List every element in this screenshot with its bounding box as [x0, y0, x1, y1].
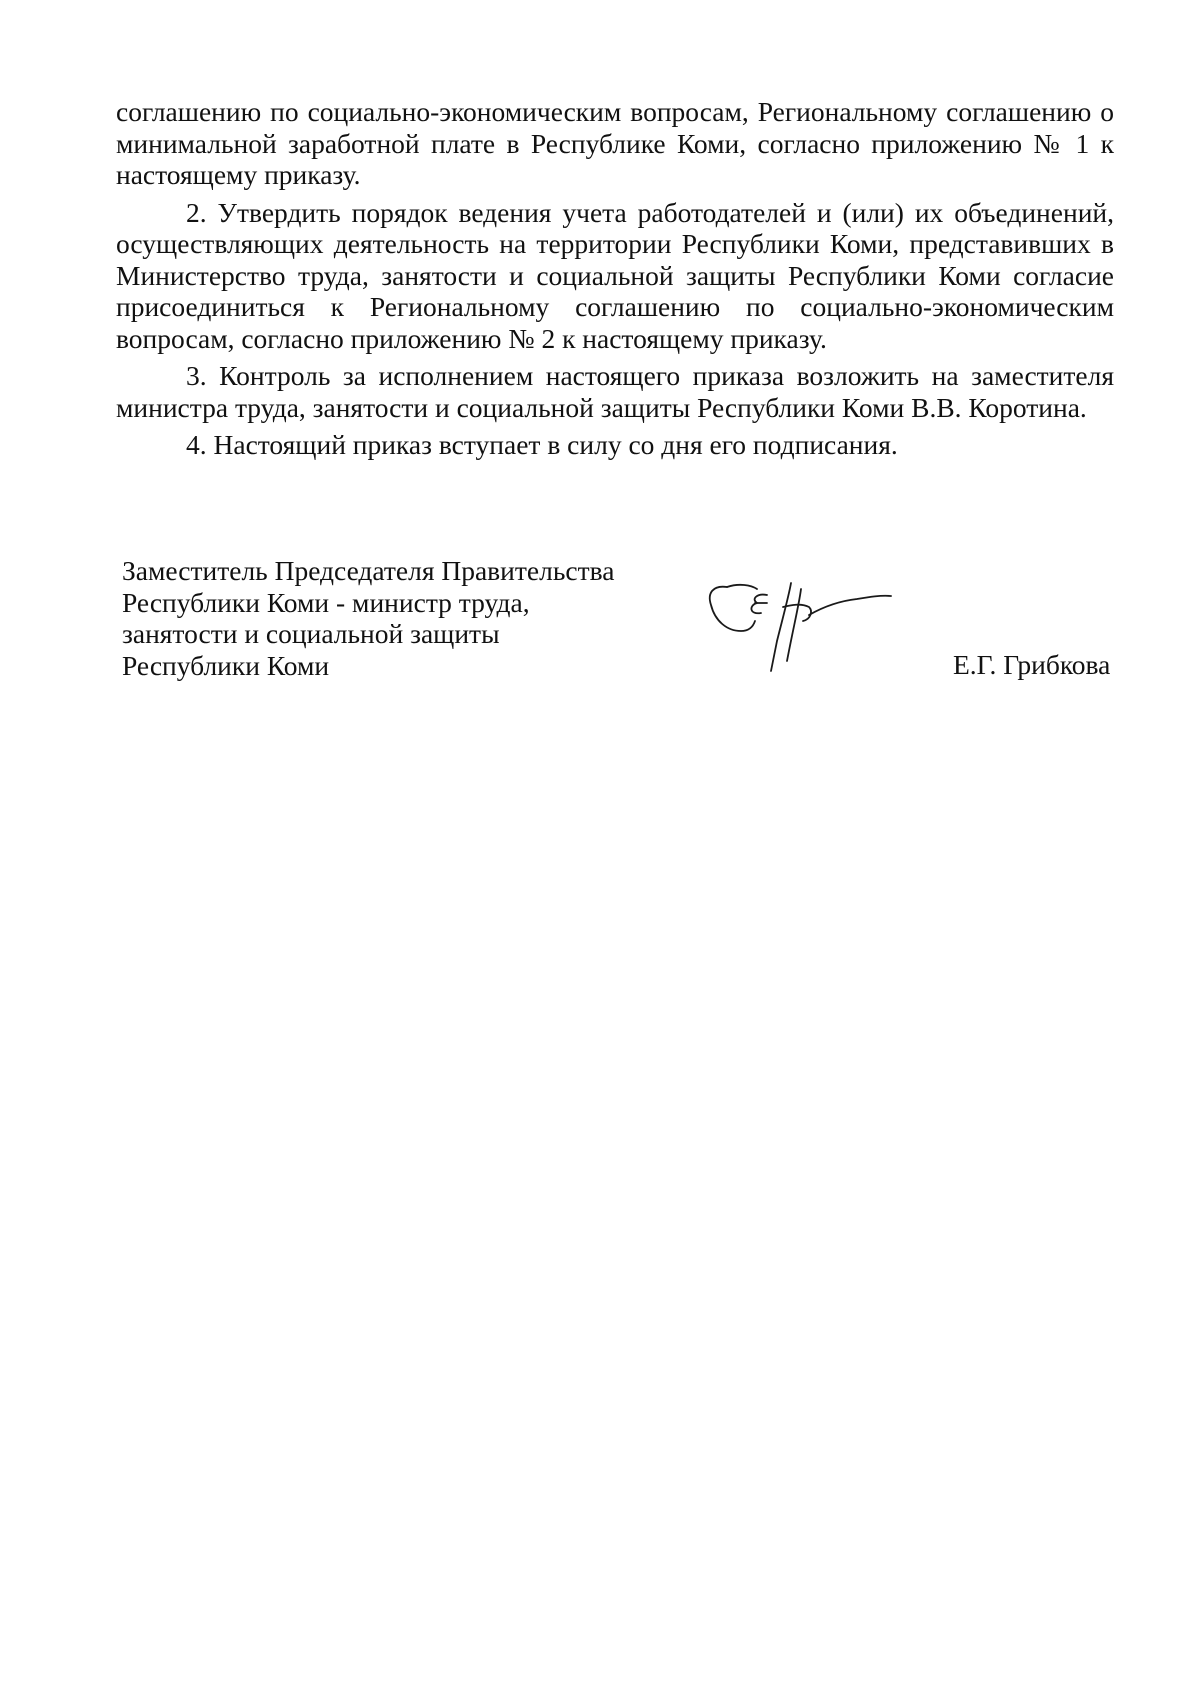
signatory-title-line: занятости и социальной защиты [122, 618, 500, 649]
paragraph-item-3: 3. Контроль за исполнением настоящего приказа возложить на заместителя министра труда, занятости и социальной защиты Республики Коми В.В. Коротина. [116, 360, 1114, 423]
signatory-name: Е.Г. Грибкова [953, 649, 1111, 680]
paragraph-item-4: 4. Настоящий приказ вступает в силу со дня его подписания. [186, 429, 898, 460]
paragraph-item-2: 2. Утвердить порядок ведения учета работодателей и (или) их объединений, осуществляющих деятельность на территории Республики Коми, представивших в Министерство труда, занятости и социальной защиты Республики Коми согласие присоединиться к Региональному соглашению по социально-экономическим вопросам, согласно приложению № 2 к настоящему приказу. [116, 196, 1114, 354]
paragraph-continuation: соглашению по социально-экономическим вопросам, Региональному соглашению о минимальной заработной плате в Республике Коми, согласно приложению № 1 к настоящему приказу. [116, 96, 1114, 190]
signatory-title-line: Заместитель Председателя Правительства [122, 555, 615, 586]
signatory-title-line: Республики Коми - министр труда, [122, 586, 530, 618]
signatory-title [122, 555, 682, 681]
signatory-title-line: Республики Коми [122, 649, 330, 681]
document-body [116, 96, 1114, 467]
handwritten-signature-icon [705, 575, 895, 685]
